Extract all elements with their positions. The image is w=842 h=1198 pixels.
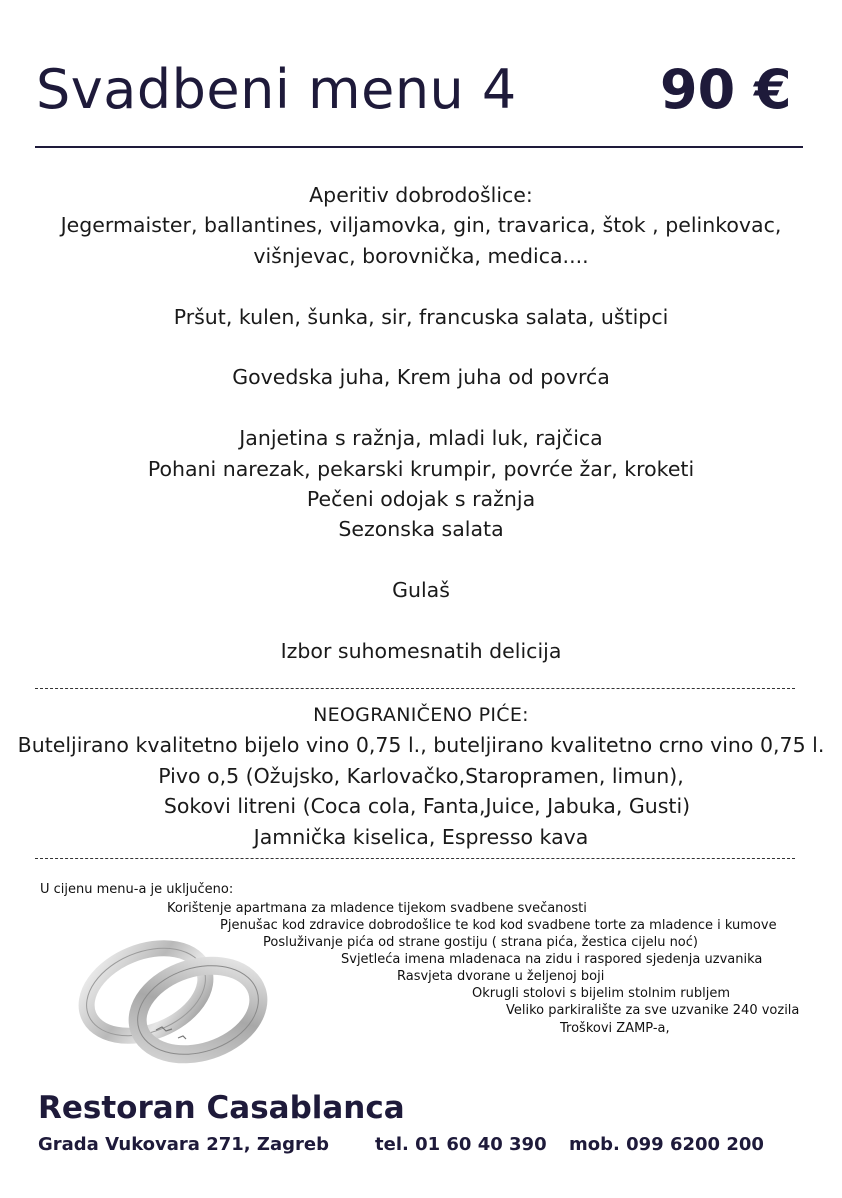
included-item: Korištenje apartmana za mladence tijekom svadbene svečanosti xyxy=(167,901,587,916)
drinks-line-4: Jamnička kiselica, Espresso kava xyxy=(253,824,589,849)
drinks-line-1: Buteljirano kvalitetno bijelo vino 0,75 l., buteljirano kvalitetno crno vino 0,75 l. xyxy=(17,733,825,758)
spacer xyxy=(0,606,842,636)
delicacies: Izbor suhomesnatih delicija xyxy=(280,639,562,664)
drinks-line-2: Pivo o,5 (Ožujsko, Karlovačko,Staropramen, limun), xyxy=(158,763,684,788)
included-heading: U cijenu menu-a je uključeno: xyxy=(40,882,234,897)
aperitif-list-line-1: Jegermaister, ballantines, viljamovka, gin, travarica, štok , pelinkovac, xyxy=(60,213,782,238)
included-item: Posluživanje pića od strane gostiju ( strana pića, žestica cijelu noć) xyxy=(263,935,698,950)
main-course-line-1: Janjetina s ražnja, mladi luk, rajčica xyxy=(239,426,603,451)
spacer xyxy=(0,545,842,575)
menu-price: 90 € xyxy=(660,58,792,121)
included-item: Svjetleća imena mladenaca na zidu i raspored sjedenja uzvanika xyxy=(341,952,763,967)
drinks-line-3: Sokovi litreni (Coca cola, Fanta,Juice, Jabuka, Gusti) xyxy=(163,794,691,819)
dashed-divider-bottom xyxy=(35,858,795,859)
main-course-line-3: Pečeni odojak s ražnja xyxy=(306,487,536,512)
restaurant-mobile[interactable]: mob. 099 6200 200 xyxy=(569,1134,764,1155)
included-item: Rasvjeta dvorane u željenoj boji xyxy=(397,969,605,984)
title-divider xyxy=(35,146,803,148)
included-item: Okrugli stolovi s bijelim stolnim rubljem xyxy=(472,986,730,1001)
menu-courses xyxy=(0,180,842,666)
soups: Govedska juha, Krem juha od povrća xyxy=(232,365,610,390)
restaurant-name: Restoran Casablanca xyxy=(38,1090,405,1126)
drinks-section xyxy=(0,700,842,852)
drinks-heading: NEOGRANIČENO PIĆE: xyxy=(313,704,529,726)
page-title: Svadbeni menu 4 xyxy=(36,58,517,121)
main-course-line-2: Pohani narezak, pekarski krumpir, povrće žar, kroketi xyxy=(147,456,695,481)
wedding-rings-icon xyxy=(76,930,276,1068)
included-item: Troškovi ZAMP-a, xyxy=(560,1021,670,1036)
restaurant-phone[interactable]: tel. 01 60 40 390 xyxy=(375,1134,547,1155)
spacer xyxy=(0,271,842,301)
dashed-divider-top xyxy=(35,688,795,689)
aperitif-heading: Aperitiv dobrodošlice: xyxy=(309,183,533,207)
spacer xyxy=(0,332,842,362)
late-dish: Gulaš xyxy=(392,578,450,603)
restaurant-address: Grada Vukovara 271, Zagreb xyxy=(38,1134,329,1155)
spacer xyxy=(0,393,842,423)
included-item: Veliko parkiralište za sve uzvanike 240 vozila xyxy=(506,1003,800,1018)
aperitif-list-line-2: višnjevac, borovnička, medica.... xyxy=(253,243,589,268)
included-item: Pjenušac kod zdravice dobrodošlice te kod kod svadbene torte za mladence i kumove xyxy=(220,918,777,933)
main-course-line-4: Sezonska salata xyxy=(338,517,504,542)
cold-starter: Pršut, kulen, šunka, sir, francuska salata, uštipci xyxy=(173,304,669,329)
